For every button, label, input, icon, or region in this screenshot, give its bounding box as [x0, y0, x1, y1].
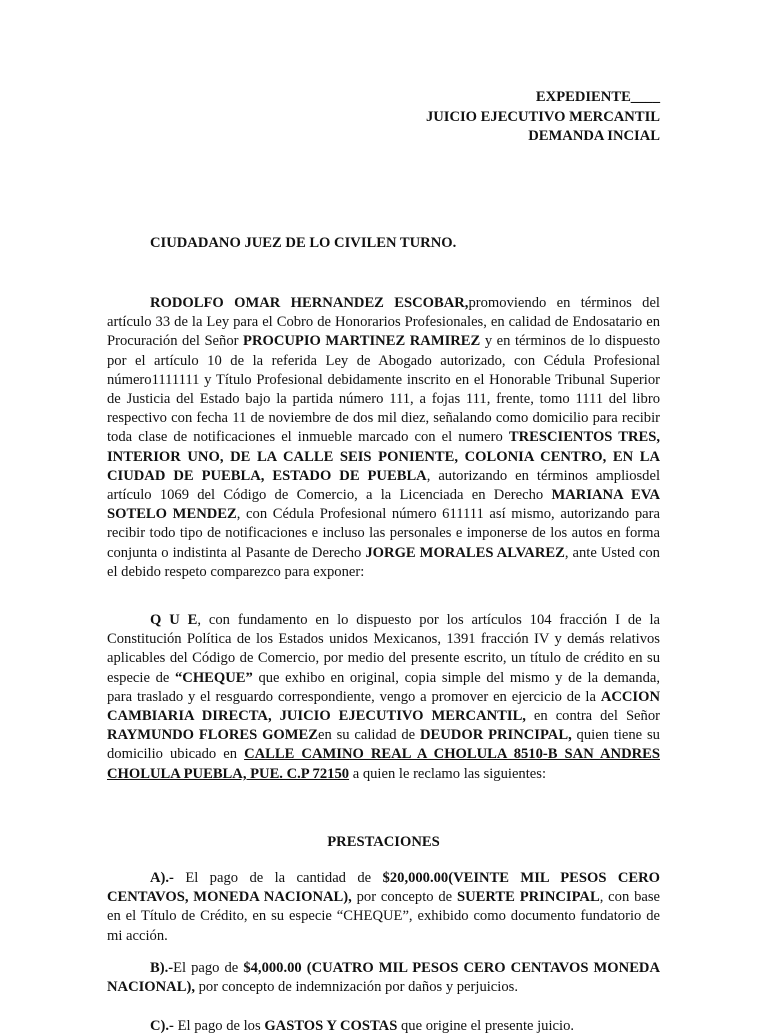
p4-text-1: El pago de	[173, 960, 244, 976]
addressee: CIUDADANO JUEZ DE LO CIVILEN TURNO.	[150, 235, 457, 251]
p4-text-2: por concepto de indemnización por daños y perjuicios.	[194, 979, 518, 996]
p1-text-5: , ante Usted con el debido respeto comparezco para exponer:	[107, 544, 660, 580]
p1-text-3: , autorizando en términos ampliosdel artículo 1069 del Código de Comercio, a la Licenciada en Derecho	[107, 467, 660, 504]
p3-text-1: El pago de la cantidad de	[173, 870, 383, 886]
p1-text-2: y en términos de lo dispuesto por el artículo 10 de la referida Ley de Abogado autorizado, con Cédula Profesional número1111111 y Título Profesional debidamente inscrito en el Honorable Tribunal Superior de Justicia del Estado bajo la partida número 111, a fojas 111, frente, tomo 1111 del libro respectivo con fecha 11 de noviembre de dos mil diez, señalando como domicilio para recibir toda clase de notificaciones el inmueble marcado con el numero	[107, 333, 660, 446]
p2-text-3: en contra del Señor	[525, 708, 660, 725]
prestacion-a	[107, 869, 660, 946]
principal-amount: $20,000.00(VEINTE MIL PESOS CERO CENTAVOS, MONEDA NACIONAL),	[107, 870, 661, 906]
endorser-name: PROCUPIO MARTINEZ RAMIREZ	[243, 333, 481, 350]
case-type-line: JUICIO EJECUTIVO MERCANTIL	[425, 108, 660, 125]
paragraph-promovente	[107, 294, 660, 582]
prestacion-b	[107, 959, 660, 997]
p2-text-2: que exhibo en original, copia simple del mismo y de la demanda, para traslado y el resguardo correspondiente, vengo a promover en ejercicio de la	[107, 669, 660, 705]
cheque-label: “CHEQUE”	[174, 669, 253, 686]
promovente-name: RODOLFO OMAR HERNANDEZ ESCOBAR,	[150, 295, 469, 311]
case-header	[426, 88, 660, 147]
section-title-prestaciones: PRESTACIONES	[327, 834, 440, 850]
intern-name: JORGE MORALES ALVAREZ	[365, 544, 565, 561]
action-type: ACCION CAMBIARIA DIRECTA, JUICIO EJECUTIVO MERCANTIL,	[107, 688, 660, 725]
p2-text-4: en su calidad de	[318, 727, 420, 744]
p3-text-3: , con base en el Título de Crédito, en su especie “CHEQUE”, exhibido como documento fundatorio de mi acción.	[107, 889, 661, 944]
p1-text-1: promoviendo en términos del artículo 33 de la Ley para el Cobro de Honorarios Profesionales, en calidad de Endosatario en Procuración del Señor	[107, 295, 660, 350]
prestacion-c	[107, 1017, 660, 1036]
p5-text-1: El pago de los	[173, 1018, 265, 1034]
que-label: Q U E	[150, 612, 198, 628]
p3-text-2: por concepto de	[351, 889, 457, 906]
p2-text-6: a quien le reclamo las siguientes:	[349, 765, 546, 782]
authorized-lawyer-name: MARIANA EVA SOTELO MENDEZ	[107, 487, 660, 523]
domicile-address: TRESCIENTOS TRES, INTERIOR UNO, DE LA CALLE SEIS PONIENTE, COLONIA CENTRO, EN LA CIUDAD DE PUEBLA, ESTADO DE PUEBLA	[107, 429, 660, 484]
debtor-role: DEUDOR PRINCIPAL,	[420, 727, 572, 744]
costs-concept: GASTOS Y COSTAS	[264, 1018, 398, 1034]
paragraph-que	[107, 611, 660, 784]
p5-text-2: que origine el presente juicio.	[397, 1018, 575, 1034]
case-number-line: EXPEDIENTE____	[535, 89, 660, 105]
p2-text-5: quien tiene su domicilio ubicado en	[107, 727, 660, 763]
prestacion-b-label: B).-	[150, 960, 174, 976]
document-type-line: DEMANDA INCIAL	[528, 128, 660, 144]
prestacion-c-label: C).-	[150, 1018, 174, 1034]
debtor-address: CALLE CAMINO REAL A CHOLULA 8510-B SAN ANDRES CHOLULA PUEBLA, PUE. C.P 72150	[107, 746, 660, 782]
debtor-name: RAYMUNDO FLORES GOMEZ	[107, 727, 319, 744]
principal-concept: SUERTE PRINCIPAL	[457, 889, 600, 906]
p1-text-4: , con Cédula Profesional número 611111 así mismo, autorizando para recibir todo tipo de notificaciones e incluso las personales e imponerse de los autos en forma conjunta o indistinta al Pasante de Derecho	[107, 506, 660, 561]
p2-text-1: , con fundamento en lo dispuesto por los artículos 104 fracción I de la Constitución Política de los Estados unidos Mexicanos, 1391 fracción IV y demás relativos aplicables del Código de Comercio, por medio del presente escrito, un título de crédito en su especie de	[107, 612, 660, 686]
prestacion-a-label: A).-	[150, 870, 174, 886]
damages-amount: $4,000.00 (CUATRO MIL PESOS CERO CENTAVOS MONEDA NACIONAL),	[107, 960, 661, 996]
